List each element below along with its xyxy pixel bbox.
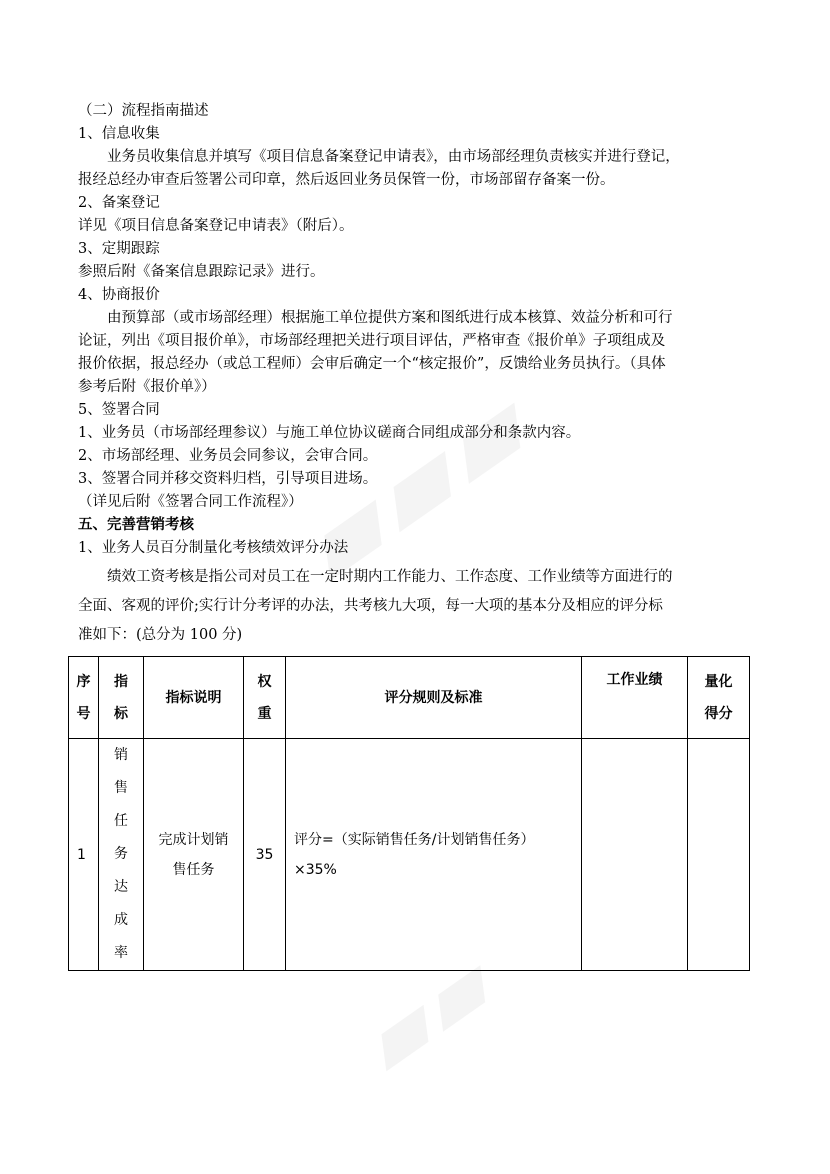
step-heading-contract: 5、签署合同 bbox=[78, 402, 160, 418]
step-heading-info-collection: 1、信息收集 bbox=[78, 126, 160, 142]
table-row bbox=[69, 739, 750, 971]
paragraph-line: 业务员收集信息并填写《项目信息备案登记申请表》，由市场部经理负责核实并进行登记， bbox=[78, 149, 680, 165]
paragraph-line: 3、签署合同并移交资料归档，引导项目进场。 bbox=[78, 471, 378, 487]
step-heading-tracking: 3、定期跟踪 bbox=[78, 241, 160, 257]
section-heading-marketing-assessment: 五、完善营销考核 bbox=[78, 516, 194, 533]
table-header-row bbox=[69, 657, 750, 739]
cell-description: 完成计划销售任务 bbox=[144, 739, 244, 971]
header-rule: 评分规则及标准 bbox=[286, 657, 582, 739]
paragraph-line: 2、市场部经理、业务员会同参议，会审合同。 bbox=[78, 448, 378, 464]
section-heading-process-guide: （二）流程指南描述 bbox=[78, 103, 209, 119]
rule-line: ×35% bbox=[294, 861, 337, 878]
paragraph-line: 参照后附《备案信息跟踪记录》进行。 bbox=[78, 264, 325, 280]
paragraph-line: 参考后附《报价单》） bbox=[78, 379, 216, 395]
paragraph-line: 由预算部（或市场部经理）根据施工单位提供方案和图纸进行成本核算、效益分析和可行 bbox=[78, 310, 673, 326]
cell-indicator: 销售任务达成率 bbox=[99, 739, 144, 971]
scoring-table bbox=[68, 656, 750, 971]
rule-line: 评分=（实际销售任务/计划销售任务） bbox=[294, 831, 535, 848]
paragraph-line: 详见《项目信息备案登记申请表》（附后）。 bbox=[78, 218, 354, 234]
header-seq: 序号 bbox=[69, 657, 99, 739]
cell-performance bbox=[582, 739, 688, 971]
step-heading-quotation: 4、协商报价 bbox=[78, 287, 160, 303]
paragraph-line: 绩效工资考核是指公司对员工在一定时期内工作能力、工作态度、工作业绩等方面进行的 bbox=[78, 569, 673, 585]
subsection-heading-scoring-method: 1、业务人员百分制量化考核绩效评分办法 bbox=[78, 540, 349, 556]
cell-weight: 35 bbox=[244, 739, 286, 971]
cell-seq: 1 bbox=[69, 739, 99, 971]
cell-score bbox=[688, 739, 750, 971]
header-weight: 权重 bbox=[244, 657, 286, 739]
paragraph-line: 报价依据，报总经办（或总工程师）会审后确定一个“核定报价”，反馈给业务员执行。（具体 bbox=[78, 356, 666, 372]
paragraph-line: 准如下：(总分为 100 分) bbox=[78, 627, 243, 643]
header-performance: 工作业绩 bbox=[582, 657, 688, 739]
paragraph-line: 报经总经办审查后签署公司印章，然后返回业务员保管一份，市场部留存备案一份。 bbox=[78, 172, 615, 188]
cell-rule bbox=[286, 739, 582, 971]
step-heading-registration: 2、备案登记 bbox=[78, 195, 160, 211]
header-description: 指标说明 bbox=[144, 657, 244, 739]
header-indicator: 指标 bbox=[99, 657, 144, 739]
paragraph-line: 1、业务员（市场部经理参议）与施工单位协议磋商合同组成部分和条款内容。 bbox=[78, 425, 581, 441]
paragraph-line: 论证，列出《项目报价单》，市场部经理把关进行项目评估，严格审查《报价单》子项组成及 bbox=[78, 333, 666, 349]
header-score: 量化得分 bbox=[688, 657, 750, 739]
paragraph-line: 全面、客观的评价;实行计分考评的办法，共考核九大项，每一大项的基本分及相应的评分标 bbox=[78, 598, 663, 614]
paragraph-line: （详见后附《签署合同工作流程》） bbox=[78, 494, 303, 510]
